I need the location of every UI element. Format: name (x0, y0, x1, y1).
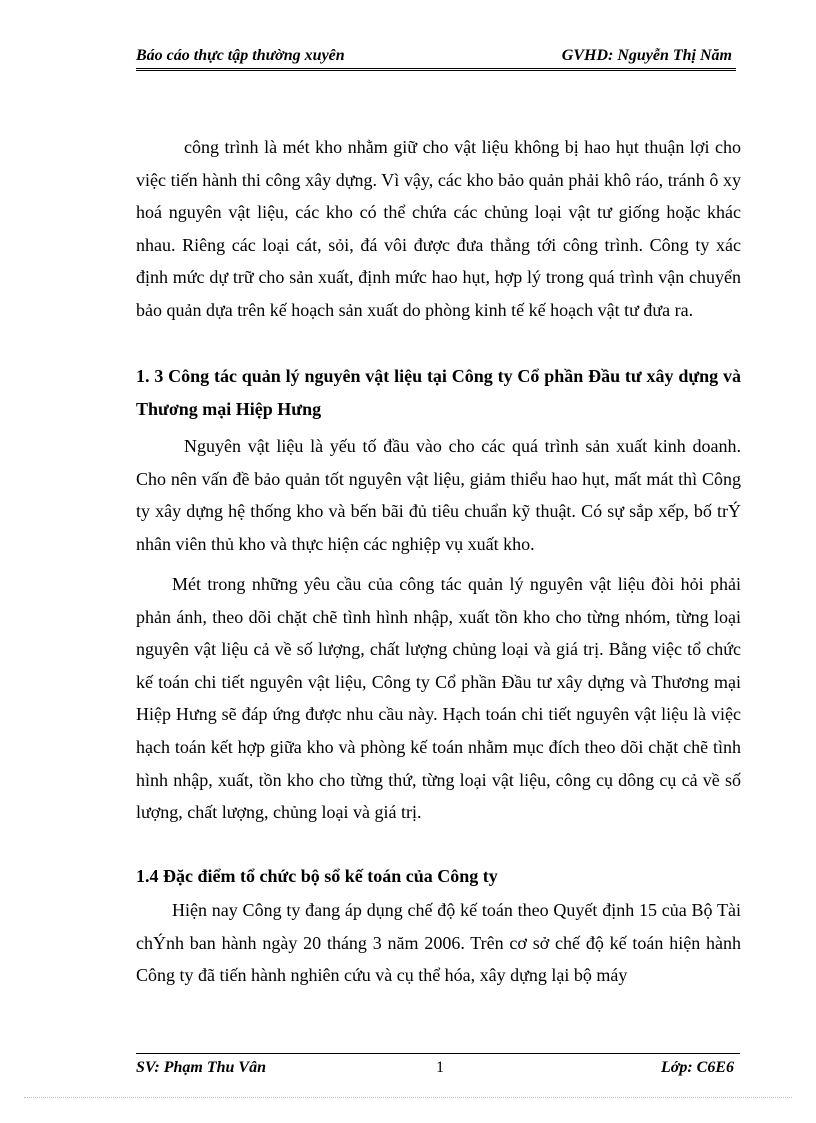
header-report-title: Báo cáo thực tập thường xuyên (136, 47, 345, 64)
section-heading-1-3 (136, 360, 741, 425)
header-supervisor: GVHD: Nguyễn Thị Năm (561, 47, 732, 64)
footer-student-name: SV: Phạm Thu Vân (136, 1059, 266, 1076)
paragraph-text: công trình là mét kho nhằm giữ cho vật liệu không bị hao hụt thuận lợi cho việc tiến hành thi công xây dựng. Vì vậy, các kho bảo quản phải khô ráo, tránh ô xy hoá nguyên vật liệu, các kho có thể chứa các chủng loại vật tư giống hoặc khác nhau. Riêng các loại cát, sỏi, đá vôi được đưa thẳng tới công trình. Công ty xác định mức dự trữ cho sản xuất, định mức hao hụt, hợp lý trong quá trình vận chuyển bảo quản dựa trên kế hoạch sản xuất do phòng kinh tế kế hoạch vật tư đưa ra. (136, 137, 741, 320)
paragraph-text: Mét trong những yêu cầu của công tác quản lý nguyên vật liệu đòi hỏi phải phản ánh, theo dõi chặt chẽ tình hình nhập, xuất tồn kho cho từng nhóm, từng loại nguyên vật liệu cả về số lượng, chất lượng chủng loại và giá trị. Bằng việc tổ chức kế toán chi tiết nguyên vật liệu, Công ty Cổ phần Đầu tư xây dựng và Thương mại Hiệp Hưng sẽ đáp ứng được nhu cầu này. Hạch toán chi tiết nguyên vật liệu là việc hạch toán kết hợp giữa kho và phòng kế toán nhằm mục đích theo dõi chặt chẽ tình hình nhập, xuất, tồn kho cho từng thứ, từng loại vật liệu, công cụ dông cụ cả về số lượng, chất lượng, chủng loại và giá trị. (136, 574, 741, 823)
section-heading-1-4 (136, 860, 741, 893)
paragraph-material-input (136, 430, 741, 560)
paragraph-text: Nguyên vật liệu là yếu tố đầu vào cho các quá trình sản xuất kinh doanh. Cho nên vấn đề bảo quản tốt nguyên vật liệu, giảm thiểu hao hụt, mất mát thì Công ty xây dựng hệ thống kho và bến bãi đủ tiêu chuẩn kỹ thuật. Có sự sắp xếp, bố trÝ nhân viên thủ kho và thực hiện các nghiệp vụ xuất kho. (136, 436, 741, 554)
paragraph-management-requirements (136, 568, 741, 829)
paragraph-accounting-regime (136, 894, 741, 992)
paragraph-text: Hiện nay Công ty đang áp dụng chế độ kế toán theo Quyết định 15 của Bộ Tài chÝnh ban hành ngày 20 tháng 3 năm 2006. Trên cơ sở chế độ kế toán hiện hành Công ty đã tiến hành nghiên cứu và cụ thể hóa, xây dựng lại bộ máy (136, 900, 741, 986)
section-heading-text: 1. 3 Công tác quản lý nguyên vật liệu tại Công ty Cổ phần Đầu tư xây dựng và Thương mại Hiệp Hưng (136, 366, 741, 419)
section-heading-text: 1.4 Đặc điểm tổ chức bộ sổ kế toán của Công ty (136, 866, 498, 886)
footer-class: Lớp: C6E6 (660, 1059, 734, 1076)
paragraph-warehouse-storage (136, 131, 741, 327)
footer-page-number: 1 (436, 1059, 444, 1076)
page-edge-divider (24, 1097, 792, 1098)
page-footer (136, 1053, 740, 1078)
page-header (136, 44, 736, 71)
